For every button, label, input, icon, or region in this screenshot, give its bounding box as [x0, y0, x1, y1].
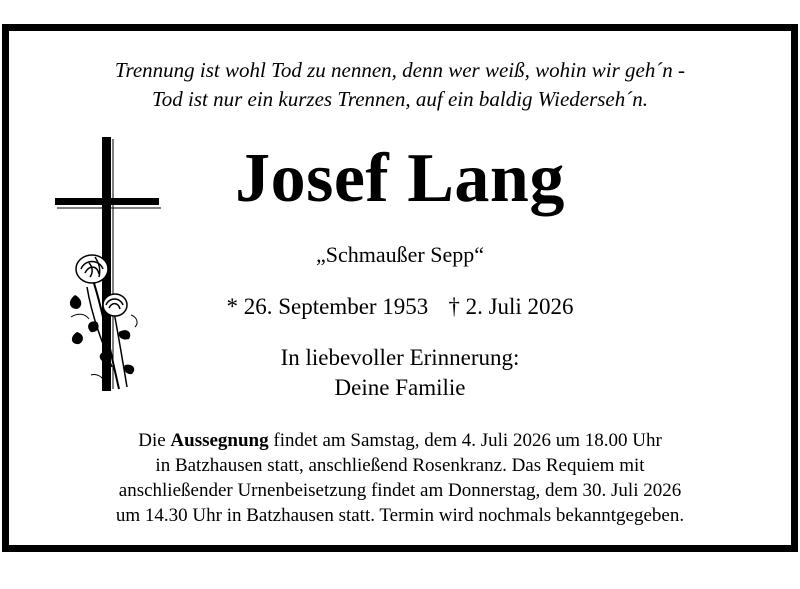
motto-line-2: Tod ist nur ein kurzes Trennen, auf ein baldig Wiederseh´n.: [151, 87, 648, 111]
life-dates: [9, 292, 791, 322]
funeral-notice: [9, 428, 791, 528]
notice-line-1-pre: Die: [138, 430, 171, 451]
notice-line-4: um 14.30 Uhr in Batzhausen statt. Termin wird nochmals bekanntgegeben.: [115, 505, 685, 526]
notice-keyword: Aussegnung: [170, 430, 269, 451]
notice-line-1: [9, 428, 791, 453]
deceased-name: Josef Lang: [235, 140, 565, 217]
memorial-signature: [9, 343, 791, 403]
obituary-frame: [2, 24, 798, 552]
notice-line-1-post: findet am Samstag, dem 4. Juli 2026 um 18.00 Uhr: [268, 430, 662, 451]
motto-line-1: Trennung ist wohl Tod zu nennen, denn wer weiß, wohin wir geh´n -: [114, 58, 686, 82]
death-date: † 2. Juli 2026: [448, 294, 574, 319]
notice-line-3: anschließender Urnenbeisetzung findet am Donnerstag, dem 30. Juli 2026: [118, 480, 682, 501]
memory-line-2: Deine Familie: [334, 375, 466, 400]
notice-line-2: in Batzhausen statt, anschließend Rosenkranz. Das Requiem mit: [155, 455, 645, 476]
memory-line-1: In liebevoller Erinnerung:: [280, 345, 520, 370]
birth-date: * 26. September 1953: [226, 294, 429, 319]
motto-verse: [9, 56, 791, 114]
nickname: „Schmaußer Sepp“: [316, 242, 484, 267]
